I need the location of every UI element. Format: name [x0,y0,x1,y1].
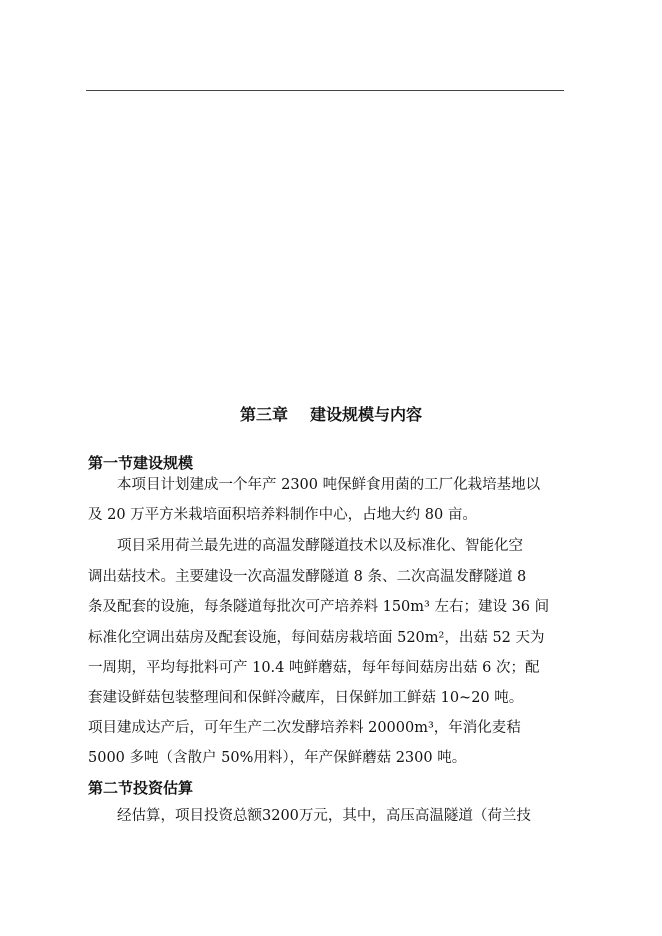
paragraph-line: 一周期，平均每批料可产 10.4 吨鲜蘑菇，每年每间菇房出菇 6 次；配 [88,660,540,676]
paragraph-line: 项目建成达产后，可年生产二次发酵培养料 20000m³，年消化麦秸 [88,720,521,736]
section-heading-2: 第二节投资估算 [88,779,194,797]
header-rule [86,90,564,91]
paragraph-line: 条及配套的设施，每条隧道每批次可产培养料 150m³ 左右；建设 36 间 [88,599,550,615]
chapter-title [0,402,662,425]
paragraph-line: 及 20 万平方米栽培面积培养料制作中心，占地大约 80 亩。 [88,507,477,523]
paragraph-line: 标准化空调出菇房及配套设施，每间菇房栽培面 520m²，出菇 52 天为 [88,630,545,646]
paragraph-line: 套建设鲜菇包装整理间和保鲜冷藏库，日保鲜加工鲜菇 10~20 吨。 [88,690,524,706]
chapter-name: 建设规模与内容 [310,405,423,424]
section-heading-1: 第一节建设规模 [88,454,194,472]
paragraph-line: 本项目计划建成一个年产 2300 吨保鲜食用菌的工厂化栽培基地以 [117,477,541,493]
paragraph-line: 经估算，项目投资总额3200万元，其中，高压高温隧道（荷兰技 [117,808,531,824]
paragraph-line: 5000 多吨（含散户 50%用料），年产保鲜蘑菇 2300 吨。 [88,750,467,766]
chapter-number: 第三章 [239,405,288,424]
paragraph-line: 项目采用荷兰最先进的高温发酵隧道技术以及标准化、智能化空 [117,538,523,554]
paragraph-line: 调出菇技术。主要建设一次高温发酵隧道 8 条、二次高温发酵隧道 8 [88,569,527,585]
